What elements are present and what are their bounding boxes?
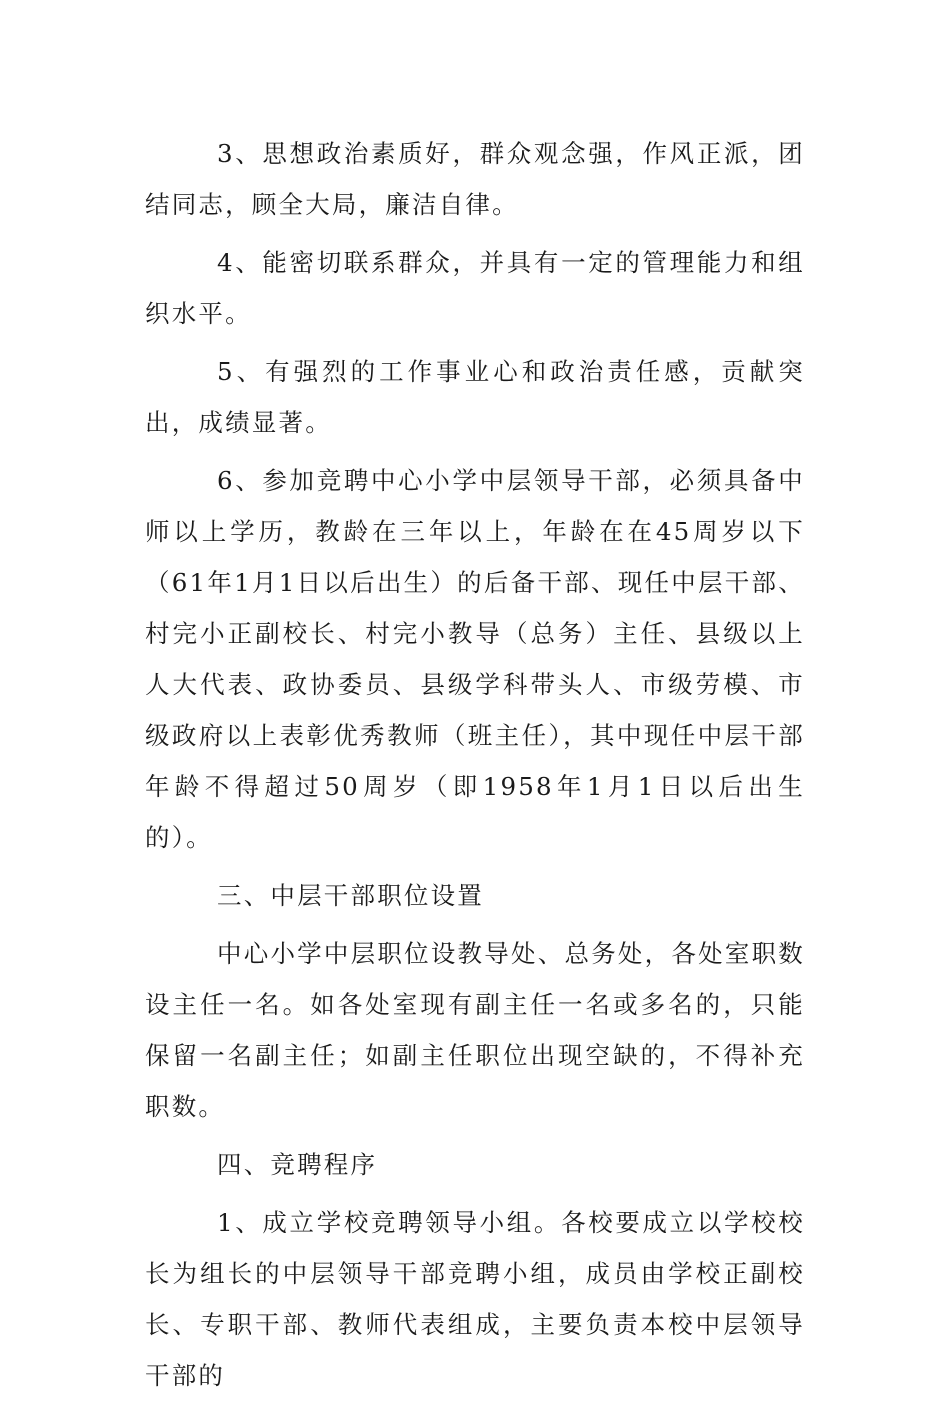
document-body [145, 128, 805, 1408]
paragraph-qualification-6: 6、参加竞聘中心小学中层领导干部，必须具备中师以上学历，教龄在三年以上，年龄在在45周岁以下（61年1月1日以后出生）的后备干部、现任中层干部、村完小正副校长、村完小教导（总务）主任、县级以上人大代表、政协委员、县级学科带头人、市级劳模、市级政府以上表彰优秀教师（班主任），其中现任中层干部年龄不得超过50周岁（即1958年1月1日以后出生的）。 [145, 466, 805, 852]
paragraph-procedure-1: 1、成立学校竞聘领导小组。各校要成立以学校校长为组长的中层领导干部竞聘小组，成员由学校正副校长、专职干部、教师代表组成，主要负责本校中层领导干部的 [145, 1208, 805, 1390]
section-heading-procedure: 四、竞聘程序 [217, 1150, 378, 1179]
paragraph-qualification-3: 3、思想政治素质好，群众观念强，作风正派，团结同志，顾全大局，廉洁自律。 [145, 139, 805, 219]
paragraph-qualification-5: 5、有强烈的工作事业心和政治责任感，贡献突出，成绩显著。 [145, 357, 805, 437]
section-heading-positions: 三、中层干部职位设置 [217, 881, 484, 910]
paragraph-qualification-4: 4、能密切联系群众，并具有一定的管理能力和组织水平。 [145, 248, 805, 328]
paragraph-positions: 中心小学中层职位设教导处、总务处，各处室职数设主任一名。如各处室现有副主任一名或多名的，只能保留一名副主任；如副主任职位出现空缺的，不得补充职数。 [145, 939, 805, 1121]
